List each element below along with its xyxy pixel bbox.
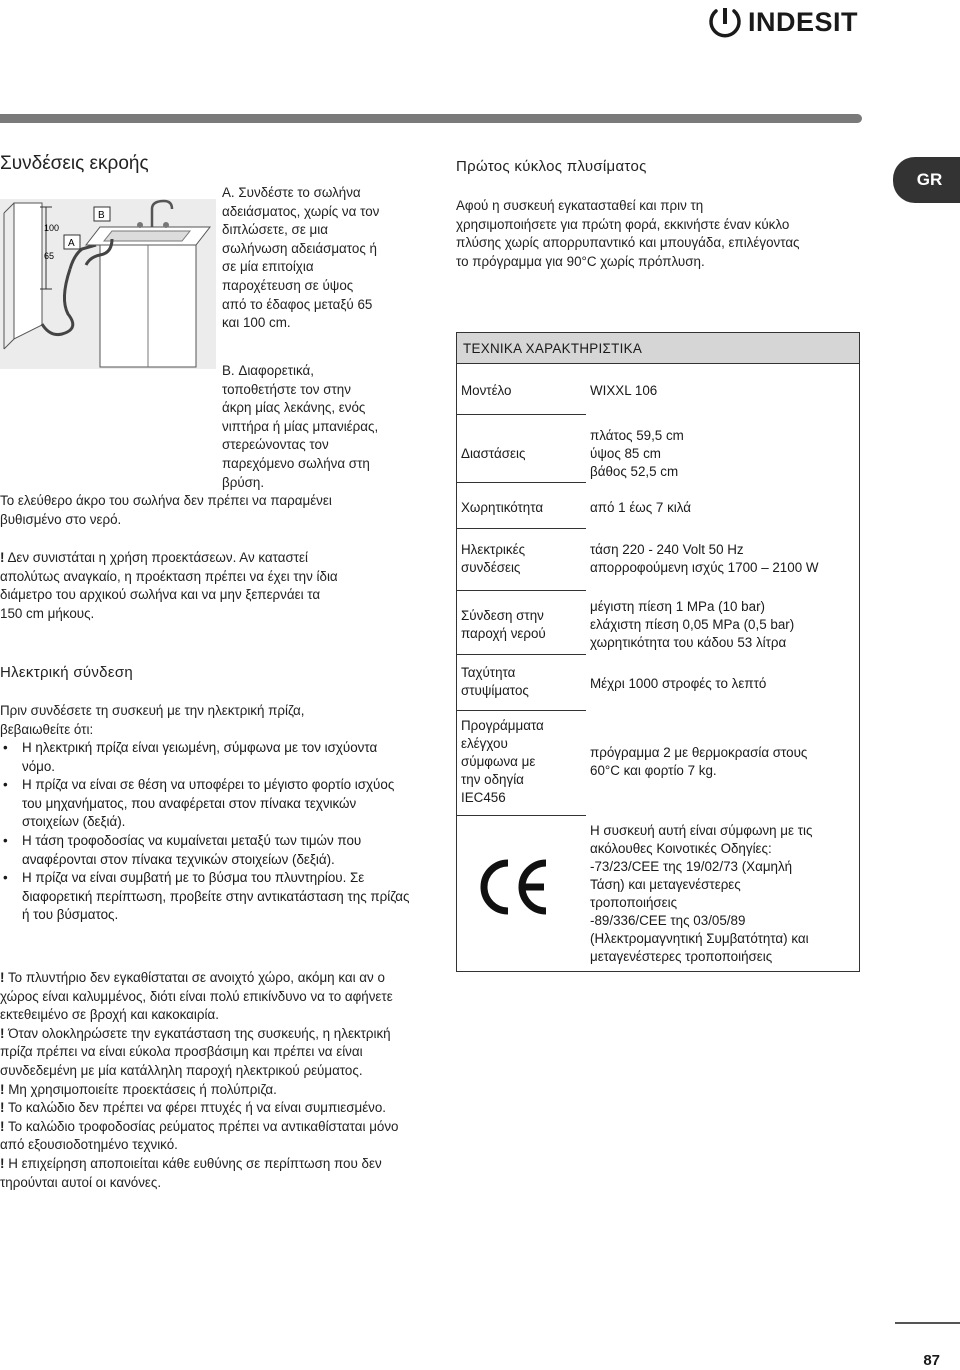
spec-value-electric: τάση 220 - 240 Volt 50 Hz απορροφούμενη ισχύς 1700 – 2100 W <box>590 542 819 575</box>
free-end-text: Το ελεύθερο άκρο του σωλήνα δεν πρέπει να παραμένει βυθισμένο στο νερό. <box>0 493 332 527</box>
safety-warnings <box>0 969 400 1192</box>
first-cycle-heading: Πρώτος κύκλος πλυσίματος <box>456 158 647 175</box>
spec-label-electric: Ηλεκτρικές συνδέσεις <box>461 542 526 575</box>
brand-logo <box>706 0 866 44</box>
warning-item: ! Το καλώδιο δεν πρέπει να φέρει πτυχές ή να είναι συμπιεσμένο. <box>0 1100 387 1116</box>
spec-label-programs: Προγράμματα ελέγχου σύμφωνα με την οδηγία IEC456 <box>461 718 544 805</box>
spec-label-water: Σύνδεση στην παροχή νερού <box>461 608 546 641</box>
option-b-text: B. Διαφορετικά, τοποθετήστε τον στην άκρη μίας λεκάνης, ενός νιπτήρα ή μίας μπανιέρας, στερεώνοντας τον παρεχόμενο σωλήνα στη βρύση. <box>222 363 379 490</box>
row-divider <box>456 590 586 591</box>
warning-item: ! Το πλυντήριο δεν εγκαθίσταται σε ανοιχτό χώρο, ακόμη και αν ο χώρος είναι καλυμμένος, διότι είναι πολύ επικίνδυνο να το αφήνετε εκτεθειμένο σε βροχή και κακοκαιρία. <box>0 970 393 1023</box>
mark-65: 65 <box>44 251 55 261</box>
row-divider <box>456 414 586 415</box>
list-item: • Η πρίζα να είναι σε θέση να υποφέρει το μέγιστο φορτίο ισχύος του μηχανήματος, που αναφέρεται στον πίνακα τεχνικών στοιχείων (δεξιά). <box>0 776 410 832</box>
spec-label-spin: Ταχύτητα στυψίματος <box>461 665 529 698</box>
ce-mark-icon <box>476 857 552 917</box>
spec-value-programs: πρόγραμμα 2 με θερμοκρασία στους 60°C και φορτίο 7 kg. <box>590 745 808 778</box>
list-item: • Η πρίζα να είναι συμβατή με το βύσμα του πλυντηρίου. Σε διαφορετική περίπτωση, προβείτε στην αντικατάσταση της πρίζας ή του βύσματος. <box>0 869 410 925</box>
spec-value-water: μέγιστη πίεση 1 MPa (10 bar) ελάχιστη πίεση 0,05 MPa (0,5 bar) χωρητικότητα του κάδου 53 λίτρα <box>590 599 795 650</box>
spec-value-capacity: από 1 έως 7 κιλά <box>590 500 691 515</box>
row-divider <box>456 815 586 816</box>
electric-intro: Πριν συνδέσετε τη συσκευή με την ηλεκτρική πρίζα, βεβαιωθείτε ότι: <box>0 703 305 737</box>
warning-item: ! Όταν ολοκληρώσετε την εγκατάσταση της συσκευής, η ηλεκτρική πρίζα πρέπει να είναι εύκολα προσβάσιμη και πρέπει να είναι συνδεδεμένη με μία κατάλληλη παροχή ηλεκτρικού ρεύματος. <box>0 1025 391 1078</box>
warning-item: ! Το καλώδιο τροφοδοσίας ρεύματος πρέπει να αντικαθίσταται μόνο από εξουσιοδοτημένο τεχνικό. <box>0 1118 399 1153</box>
mark-100: 100 <box>44 223 60 233</box>
spec-value-spin: Μέχρι 1000 στροφές το λεπτό <box>590 676 767 691</box>
row-divider <box>456 654 586 655</box>
spec-label-model: Μοντέλο <box>461 383 512 398</box>
page-number: 87 <box>923 1352 940 1369</box>
warning-item: ! Μη χρησιμοποιείτε προεκτάσεις ή πολύπριζα. <box>0 1081 277 1097</box>
spec-label-dimensions: Διαστάσεις <box>461 446 526 461</box>
option-a-text: A. Συνδέστε το σωλήνα αδειάσματος, χωρίς να τον διπλώσετε, σε μια σωλήνωση αδειάσματος ή σε μία επιτοίχια παροχέτευση σε ύψος από το έδαφος μεταξύ 65 και 100 cm. <box>222 185 380 331</box>
row-divider <box>456 482 586 483</box>
label-b: B <box>98 210 105 221</box>
header-divider <box>0 114 862 123</box>
footer-divider <box>895 1322 960 1324</box>
spec-label-capacity: Χωρητικότητα <box>461 500 544 515</box>
warning-item: ! Η επιχείρηση αποποιείται κάθε ευθύνης σε περίπτωση που δεν τηρούνται αυτοί οι κανόνες. <box>0 1155 382 1190</box>
spec-value-dimensions: πλάτος 59,5 cm ύψος 85 cm βάθος 52,5 cm <box>590 428 684 479</box>
row-divider <box>456 528 586 529</box>
spec-value-compliance: Η συσκευή αυτή είναι σύμφωνη με τις ακόλουθες Κοινοτικές Οδηγίες: -73/23/CEE της 19/02/73 (Χαμηλή Τάση) και μεταγενέστερες τροποποιήσεις -89/336/CEE της 03/05/89 (Ηλεκτρομαγνητική Συμβατότητα) και μεταγενέστερες τροποποιήσεις <box>590 823 813 964</box>
indesit-power-logo-icon <box>706 3 744 41</box>
spec-value-model: WIXXL 106 <box>590 383 658 398</box>
electric-checklist <box>0 739 410 925</box>
list-item: • Η ηλεκτρική πρίζα είναι γειωμένη, σύμφωνα με τον ισχύοντα νόμο. <box>0 739 410 776</box>
drain-heading: Συνδέσεις εκροής <box>0 153 149 174</box>
electric-heading: Ηλεκτρική σύνδεση <box>0 664 134 681</box>
first-cycle-text: Αφού η συσκευή εγκατασταθεί και πριν τη χρησιμοποιήσετε για πρώτη φορά, εκκινήστε έναν κύκλο πλύσης χωρίς απορρυπαντικό και μπουγάδα, επιλέγοντας το πρόγραμμα για 90°C χωρίς πρόπλυση. <box>456 198 800 269</box>
language-tab: GR <box>893 157 960 203</box>
spec-table-title: ΤΕΧΝΙΚΑ ΧΑΡΑΚΤΗΡΙΣΤΙΚΑ <box>456 332 860 364</box>
label-a: A <box>68 238 75 249</box>
row-divider <box>456 710 586 711</box>
brand-name: INDESIT <box>748 6 859 37</box>
extension-warning: ! Δεν συνιστάται η χρήση προεκτάσεων. Αν καταστεί απολύτως αναγκαίο, η προέκταση πρέπει να έχει την ίδια διάμετρο του αρχικού σωλήνα και να μην ξεπερνάει τα 150 cm μήκους. <box>0 550 338 621</box>
list-item: • Η τάση τροφοδοσίας να κυμαίνεται μεταξύ των τιμών που αναφέρονται στον πίνακα τεχνικών στοιχείων (δεξιά). <box>0 832 410 869</box>
drain-diagram <box>0 199 216 369</box>
